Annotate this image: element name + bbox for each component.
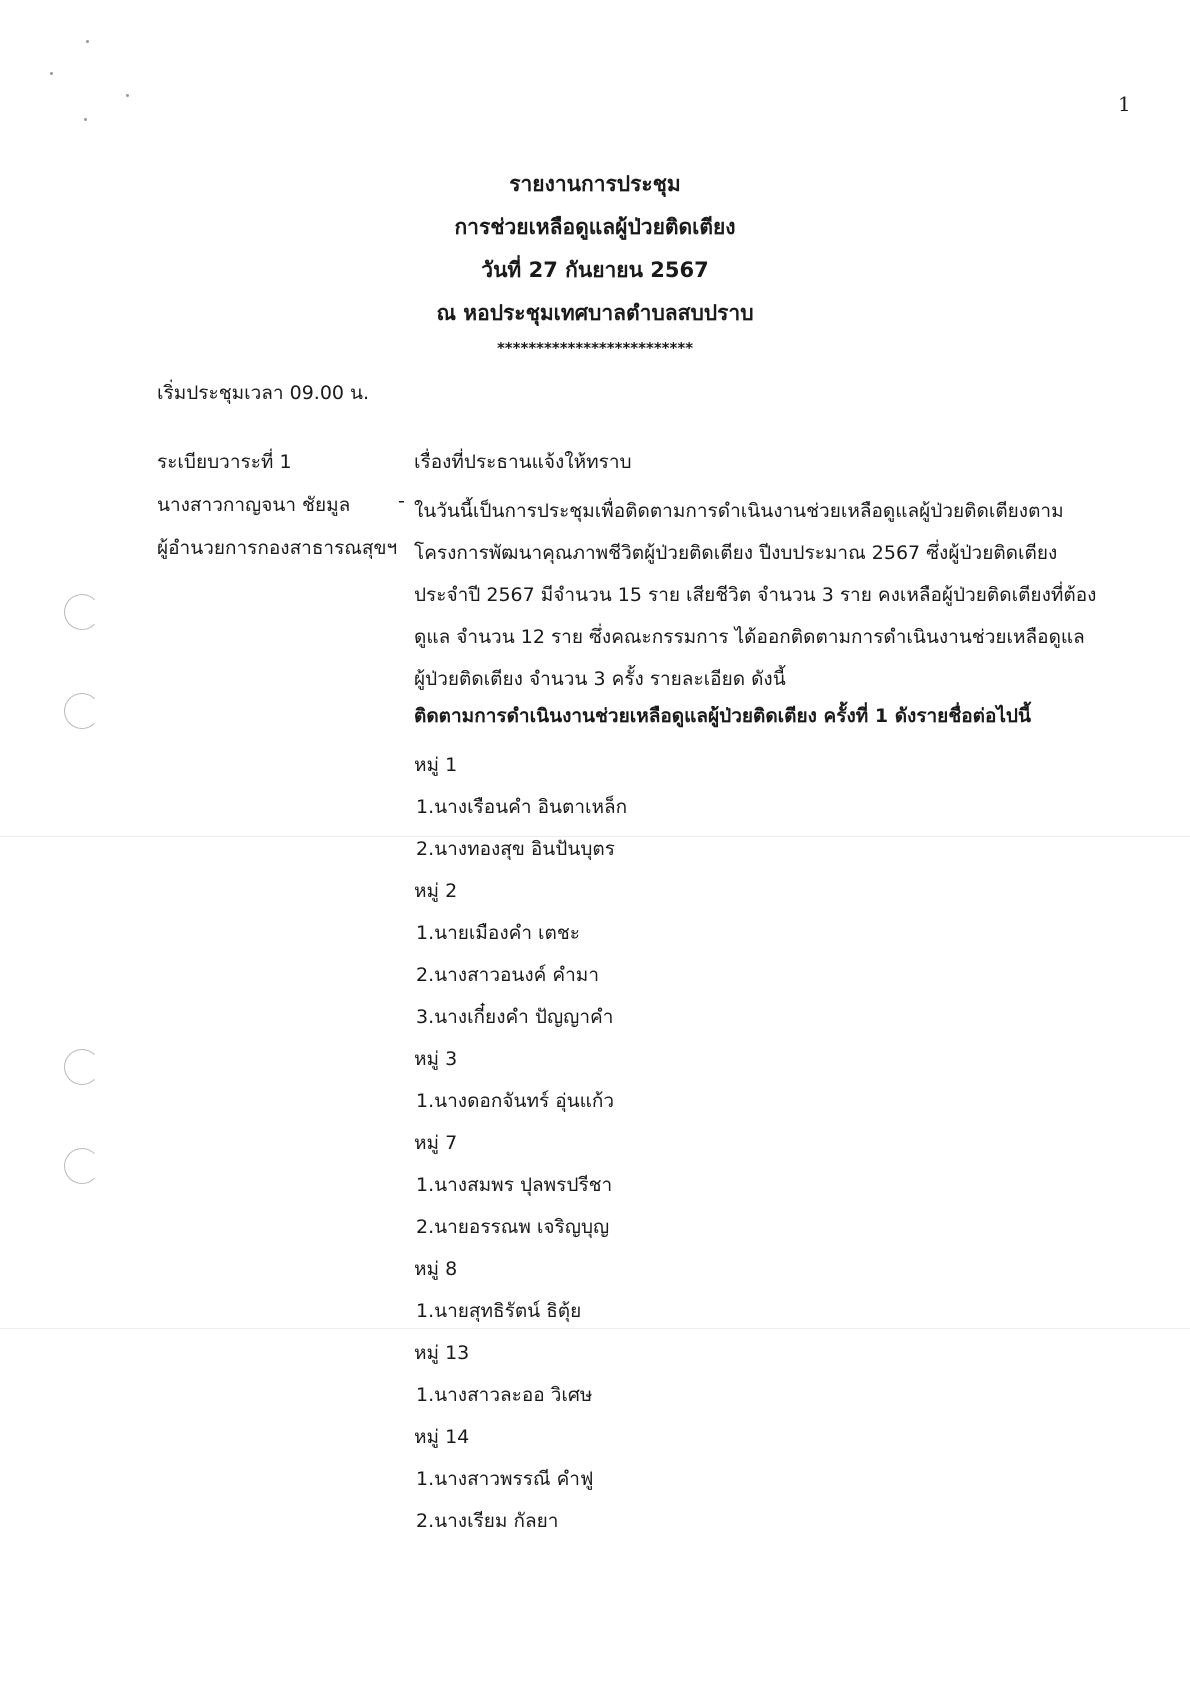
speaker-role: ผู้อำนวยการกองสาธารณสุขฯ xyxy=(157,537,398,559)
report-title: รายงานการประชุม xyxy=(509,172,681,196)
statement-line: ในวันนี้เป็นการประชุมเพื่อติดตามการดำเนินงานช่วยเหลือดูแลผู้ป่วยติดเตียงตาม xyxy=(414,500,1064,522)
statement-line: ประจำปี 2567 มีจำนวน 15 ราย เสียชีวิต จำนวน 3 ราย คงเหลือผู้ป่วยติดเตียงที่ต้อง xyxy=(414,584,1097,606)
patient-name: 2.นางสาวอนงค์ คำมา xyxy=(416,964,599,986)
patient-name: 1.นางเรือนคำ อินตาเหล็ก xyxy=(416,796,628,818)
statement-line: ผู้ป่วยติดเตียง จำนวน 3 ครั้ง รายละเอียด ดังนี้ xyxy=(414,668,786,690)
patient-name: 2.นายอรรณพ เจริญบุญ xyxy=(416,1216,610,1238)
village-name: หมู่ 7 xyxy=(414,1132,458,1154)
patient-name: 3.นางเกี๋ยงคำ ปัญญาคำ xyxy=(416,1006,614,1028)
patient-name: 1.นางสมพร ปุลพรปรีชา xyxy=(416,1174,613,1196)
header-divider: ************************* xyxy=(496,339,694,357)
agenda-label: ระเบียบวาระที่ 1 xyxy=(157,451,292,473)
report-venue: ณ หอประชุมเทศบาลตำบลสบปราบ xyxy=(436,301,754,325)
report-header xyxy=(0,163,1190,359)
patient-name: 1.นายเมืองคำ เตชะ xyxy=(416,922,580,944)
agenda-topic: เรื่องที่ประธานแจ้งให้ทราบ xyxy=(414,451,632,473)
village-name: หมู่ 2 xyxy=(414,880,458,902)
village-patient-list xyxy=(414,744,627,1542)
meeting-start-time: เริ่มประชุมเวลา 09.00 น. xyxy=(157,382,370,404)
patient-name: 1.นางสาวละออ วิเศษ xyxy=(416,1384,593,1406)
village-name: หมู่ 8 xyxy=(414,1258,458,1280)
village-name: หมู่ 3 xyxy=(414,1048,458,1070)
punch-hole-mark xyxy=(64,693,100,729)
followup-heading: ติดตามการดำเนินงานช่วยเหลือดูแลผู้ป่วยติดเตียง ครั้งที่ 1 ดังรายชื่อต่อไปนี้ xyxy=(414,705,1031,727)
village-name: หมู่ 13 xyxy=(414,1342,470,1364)
scan-speck xyxy=(84,118,87,121)
statement-dash: - xyxy=(398,490,405,512)
punch-hole-mark xyxy=(64,1148,100,1184)
patient-name: 2.นางเรียม กัลยา xyxy=(416,1510,559,1532)
scan-speck xyxy=(86,40,89,43)
patient-name: 1.นางสาวพรรณี คำฟู xyxy=(416,1468,594,1490)
scan-speck xyxy=(50,72,53,75)
page-number: 1 xyxy=(1118,92,1131,116)
patient-name: 2.นางทองสุข อินปันบุตร xyxy=(416,838,615,860)
report-date: วันที่ 27 กันยายน 2567 xyxy=(481,258,709,282)
punch-hole-mark xyxy=(64,594,100,630)
statement-line: ดูแล จำนวน 12 ราย ซึ่งคณะกรรมการ ได้ออกติดตามการดำเนินงานช่วยเหลือดูแล xyxy=(414,626,1085,648)
patient-name: 1.นางดอกจันทร์ อุ่นแก้ว xyxy=(416,1090,615,1112)
scan-speck xyxy=(126,94,129,97)
village-name: หมู่ 1 xyxy=(414,754,458,776)
report-subject: การช่วยเหลือดูแลผู้ป่วยติดเตียง xyxy=(454,215,736,239)
speaker-name: นางสาวกาญจนา ชัยมูล xyxy=(157,494,351,516)
statement-body xyxy=(414,490,1134,700)
punch-hole-mark xyxy=(64,1049,100,1085)
village-name: หมู่ 14 xyxy=(414,1426,470,1448)
patient-name: 1.นายสุทธิรัตน์ ธิตุ้ย xyxy=(416,1300,582,1322)
statement-line: โครงการพัฒนาคุณภาพชีวิตผู้ป่วยติดเตียง ปีงบประมาณ 2567 ซึ่งผู้ป่วยติดเตียง xyxy=(414,542,1058,564)
